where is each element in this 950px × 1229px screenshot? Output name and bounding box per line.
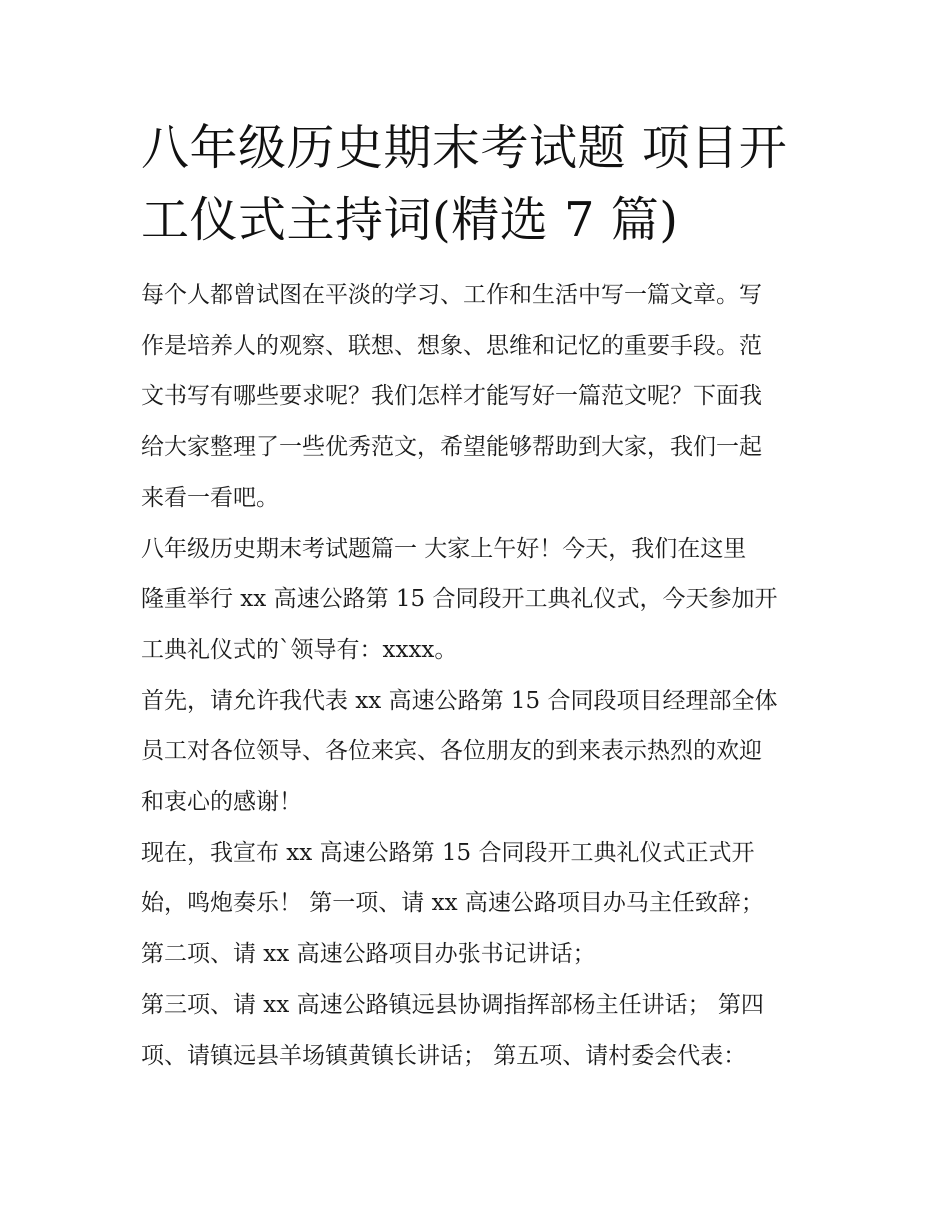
title-line: 工仪式主持词(精选 7 篇)	[141, 192, 679, 248]
text-line: 来看一看吧。	[141, 484, 279, 511]
document-title	[141, 112, 821, 256]
text-line: 文书写有哪些要求呢？我们怎样才能写好一篇范文呢？下面我	[141, 383, 762, 410]
agenda-paragraph	[141, 980, 821, 1081]
text-line: 第二项、请 xx 高速公路项目办张书记讲话；	[141, 941, 596, 968]
text-line: 员工对各位领导、各位来宾、各位朋友的到来表示热烈的欢迎	[141, 738, 762, 765]
text-line: 现在，我宣布 xx 高速公路第 15 合同段开工典礼仪式正式开	[141, 839, 755, 866]
text-line: 和衷心的感谢！	[141, 789, 302, 816]
text-line: 始，鸣炮奏乐！ 第一项、请 xx 高速公路项目办马主任致辞；	[141, 890, 764, 917]
welcome-paragraph	[141, 676, 821, 828]
text-line: 首先，请允许我代表 xx 高速公路第 15 合同段项目经理部全体	[141, 687, 778, 714]
text-line: 工典礼仪式的`领导有：xxxx。	[141, 636, 458, 663]
text-line: 每个人都曾试图在平淡的学习、工作和生活中写一篇文章。写	[141, 282, 762, 308]
intro-paragraph	[141, 270, 821, 524]
text-line: 第三项、请 xx 高速公路镇远县协调指挥部杨主任讲话； 第四	[141, 991, 764, 1018]
document-content	[141, 112, 821, 1081]
text-line: 隆重举行 xx 高速公路第 15 合同段开工典礼仪式，今天参加开	[141, 586, 778, 613]
text-line: 给大家整理了一些优秀范文，希望能够帮助到大家，我们一起	[141, 434, 762, 461]
ceremony-start-paragraph	[141, 828, 821, 980]
title-line: 八年级历史期末考试题 项目开	[141, 120, 788, 176]
text-line: 项、请镇远县羊场镇黄镇长讲话； 第五项、请村委会代表：	[141, 1042, 747, 1069]
text-line: 八年级历史期末考试题篇一 大家上午好！今天，我们在这里	[141, 535, 747, 562]
text-line: 作是培养人的观察、联想、想象、思维和记忆的重要手段。范	[141, 332, 762, 359]
document-body	[141, 270, 821, 1081]
opening-paragraph	[141, 524, 821, 676]
